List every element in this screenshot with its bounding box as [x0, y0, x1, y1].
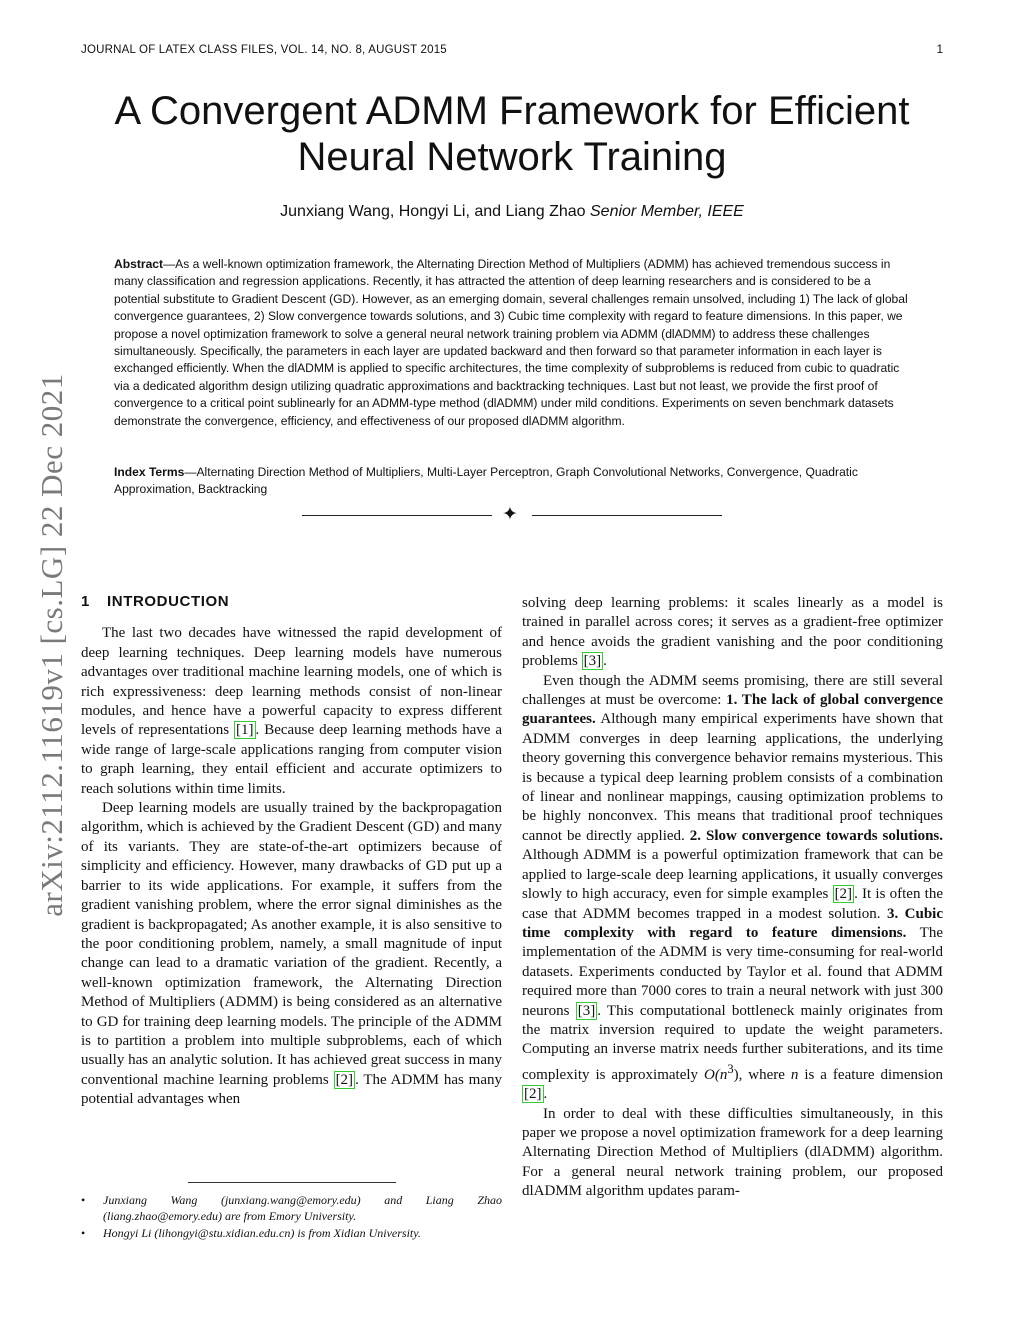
separator-rule-left: [302, 515, 492, 516]
paragraph-text: . This computational bottleneck mainly originates from the matrix inversion required to update the weight parameters. Computing an inverse matrix needs further subiterations, and its time complexity is approximately: [522, 1002, 943, 1083]
paragraph: [81, 624, 502, 799]
math-text: ): [733, 1066, 739, 1083]
author-names: Junxiang Wang, Hongyi Li, and Liang Zhao: [280, 203, 586, 220]
paragraph-text: Deep learning models are usually trained by the backpropagation algorithm, which is achieved by the Gradient Descent (GD) and many of its variants. They are state-of-the-art optimizers because of simplicity and efficiency. However, many drawbacks of GD put up a barrier to its wide applications. For example, it suffers from the gradient vanishing problem, where the error signal diminishes as the gradient is backpropagated; As another example, it is also sensitive to the poor conditioning problem, namely, a small magnitude of input change can lead to a dramatic variation of the gradient. Recently, a well-known optimization framework, the Alternating Direction Method of Multipliers (ADMM) is being considered as an alternative to GD for training deep learning models. The principle of the ADMM is to partition a problem into multiple subproblems, each of which usually has an analytic solution. It has achieved great success in many conventional machine learning problems: [81, 800, 502, 1088]
paragraph-text: , where: [738, 1066, 791, 1083]
right-column: [522, 594, 943, 1202]
paragraph: [522, 594, 943, 672]
footnotes: [81, 1193, 502, 1244]
index-terms-label: Index Terms: [114, 465, 185, 479]
math-exponent: 3: [727, 1061, 734, 1076]
paragraph-text: . The ADMM has many potential advantages when: [81, 1071, 502, 1108]
footnote-rule: [188, 1182, 396, 1183]
citation-link[interactable]: [2]: [524, 1086, 542, 1103]
citation-link[interactable]: [3]: [583, 653, 602, 670]
citation-link[interactable]: [2]: [335, 1071, 354, 1088]
footnote-text: Junxiang Wang (junxiang.wang@emory.edu) and Liang Zhao (liang.zhao@emory.edu) are from Emory University.: [103, 1193, 502, 1223]
abstract-label: Abstract: [114, 257, 164, 271]
paragraph-text: The implementation of the ADMM is very time-consuming for real-world datasets. Experiments conducted by Taylor et al. found that ADMM required more than 7000 cores to train a neural network with just 300 neurons: [522, 924, 943, 1019]
paragraph-text: . It is often the case that ADMM becomes trapped in a modest solution.: [522, 886, 943, 922]
abstract-text: —As a well-known optimization framework, the Alternating Direction Method of Multipliers (ADMM) has achieved tremendous success in many classification and regression applications. Recently, it has attracted the attention of deep learning researchers and is considered to be a potential substitute to Gradient Descent (GD). However, as an emerging domain, several challenges remain unsolved, including 1) The lack of global convergence guarantees, 2) Slow convergence towards solutions, and 3) Cubic time complexity with regard to feature dimensions. In this paper, we propose a novel optimization framework to solve a general neural network training problem via ADMM (dlADMM) to address these challenges simultaneously. Specifically, the parameters in each layer are updated backward and then forward so that parameter information in each layer is exchanged efficiently. When the dlADMM is applied to specific architectures, the time complexity of subproblems is reduced from cubic to quadratic via a dedicated algorithm design utilizing quadratic approximations and backtracking techniques. Last but not least, we provide the first proof of convergence to a critical point sublinearly for an ADMM-type method (dlADMM) under mild conditions. Experiments on seven benchmark datasets demonstrate the convergence, efficiency, and effectiveness of our proposed dlADMM algorithm.: [114, 257, 908, 428]
paragraph: In order to deal with these difficulties simultaneously, in this paper we propose a novel optimization framework for a deep learning Alternating Direction Method of Multipliers (dlADMM) algorithm. For a general neural network training problem, our proposed dlADMM algorithm updates param-: [522, 1105, 943, 1200]
paragraph-text: Although many empirical experiments have shown that ADMM converges in deep learning applications, the underlying theory governing this convergence behavior remains mysterious. This is because a typical deep learning problem consists of a combination of linear and nonlinear mappings, causing optimization problems to be highly nonconvex. This means that traditional proof techniques cannot be directly applied.: [522, 711, 943, 844]
author-line: [60, 203, 964, 221]
paragraph-text: Although ADMM is a powerful optimization framework that can be applied to large-scale deep learning applications, it usually converges slowly to high accuracy, even for simple examples: [522, 847, 943, 903]
footnote-bullet: •: [81, 1226, 86, 1241]
paper-title: A Convergent ADMM Framework for Efficient Neural Network Training: [114, 89, 910, 179]
math-complexity: [704, 1061, 739, 1083]
paragraph: [81, 799, 502, 1110]
paragraph-text: . Because deep learning methods have a wide range of large-scale applications ranging from computer vision to graph learning, they entail efficient and accurate optimizers to reach solutions within time limits.: [81, 722, 502, 797]
citation-link[interactable]: [1]: [236, 722, 254, 739]
citation-link[interactable]: [2]: [834, 886, 853, 903]
author-membership: Senior Member, IEEE: [590, 203, 744, 220]
section-number: 1: [81, 593, 90, 610]
section-heading: [81, 592, 502, 611]
page-number: 1: [936, 44, 943, 56]
paragraph: [522, 672, 943, 1105]
abstract: [114, 256, 910, 430]
math-text: O(n: [704, 1066, 728, 1083]
challenge-3: 3. Cubic time complexity with regard to feature dimensions.: [522, 905, 943, 941]
challenge-2: 2. Slow convergence towards solutions.: [689, 827, 943, 844]
footnote: [81, 1193, 502, 1224]
challenge-1: 1. The lack of global convergence guarantees.: [522, 692, 943, 728]
citation-link[interactable]: [3]: [577, 1002, 596, 1019]
footnote-text: Hongyi Li (lihongyi@stu.xidian.edu.cn) is from Xidian University.: [103, 1226, 421, 1241]
paragraph-text: The last two decades have witnessed the rapid development of deep learning techniques. Deep learning models have numerous advantages over traditional machine learning models, one of which is rich expressiveness: deep learning methods consist of non-linear modules, and hence have a powerful capacity to express different levels of representations: [81, 625, 502, 739]
left-column: [81, 592, 502, 1110]
paragraph-text: Even though the ADMM seems promising, there are still several challenges at must be overcome:: [522, 672, 943, 709]
index-terms-text: —Alternating Direction Method of Multipliers, Multi-Layer Perceptron, Graph Convolutional Networks, Convergence, Quadratic Approximation, Backtracking: [114, 465, 858, 497]
footnote: [81, 1226, 502, 1242]
paragraph-text: is a feature dimension: [798, 1066, 943, 1083]
separator-star-icon: ✦: [502, 504, 518, 525]
arxiv-stamp: arXiv:2112.11619v1 [cs.LG] 22 Dec 2021: [34, 373, 69, 917]
index-terms: [114, 464, 910, 499]
section-title-initial: I: [107, 593, 112, 610]
math-variable: n: [790, 1066, 799, 1083]
running-header: JOURNAL OF LATEX CLASS FILES, VOL. 14, NO. 8, AUGUST 2015: [81, 44, 447, 56]
separator-rule-right: [532, 515, 722, 516]
footnote-bullet: •: [81, 1193, 86, 1207]
section-title-rest: NTRODUCTION: [111, 593, 230, 610]
paragraph-text: .: [543, 1086, 548, 1103]
paragraph-text: .: [603, 653, 607, 670]
paragraph-text: solving deep learning problems: it scales linearly as a model is trained in parallel across cores; it serves as a gradient-free optimizer and hence avoids the gradient vanishing and the poor conditioning problems: [522, 595, 943, 670]
